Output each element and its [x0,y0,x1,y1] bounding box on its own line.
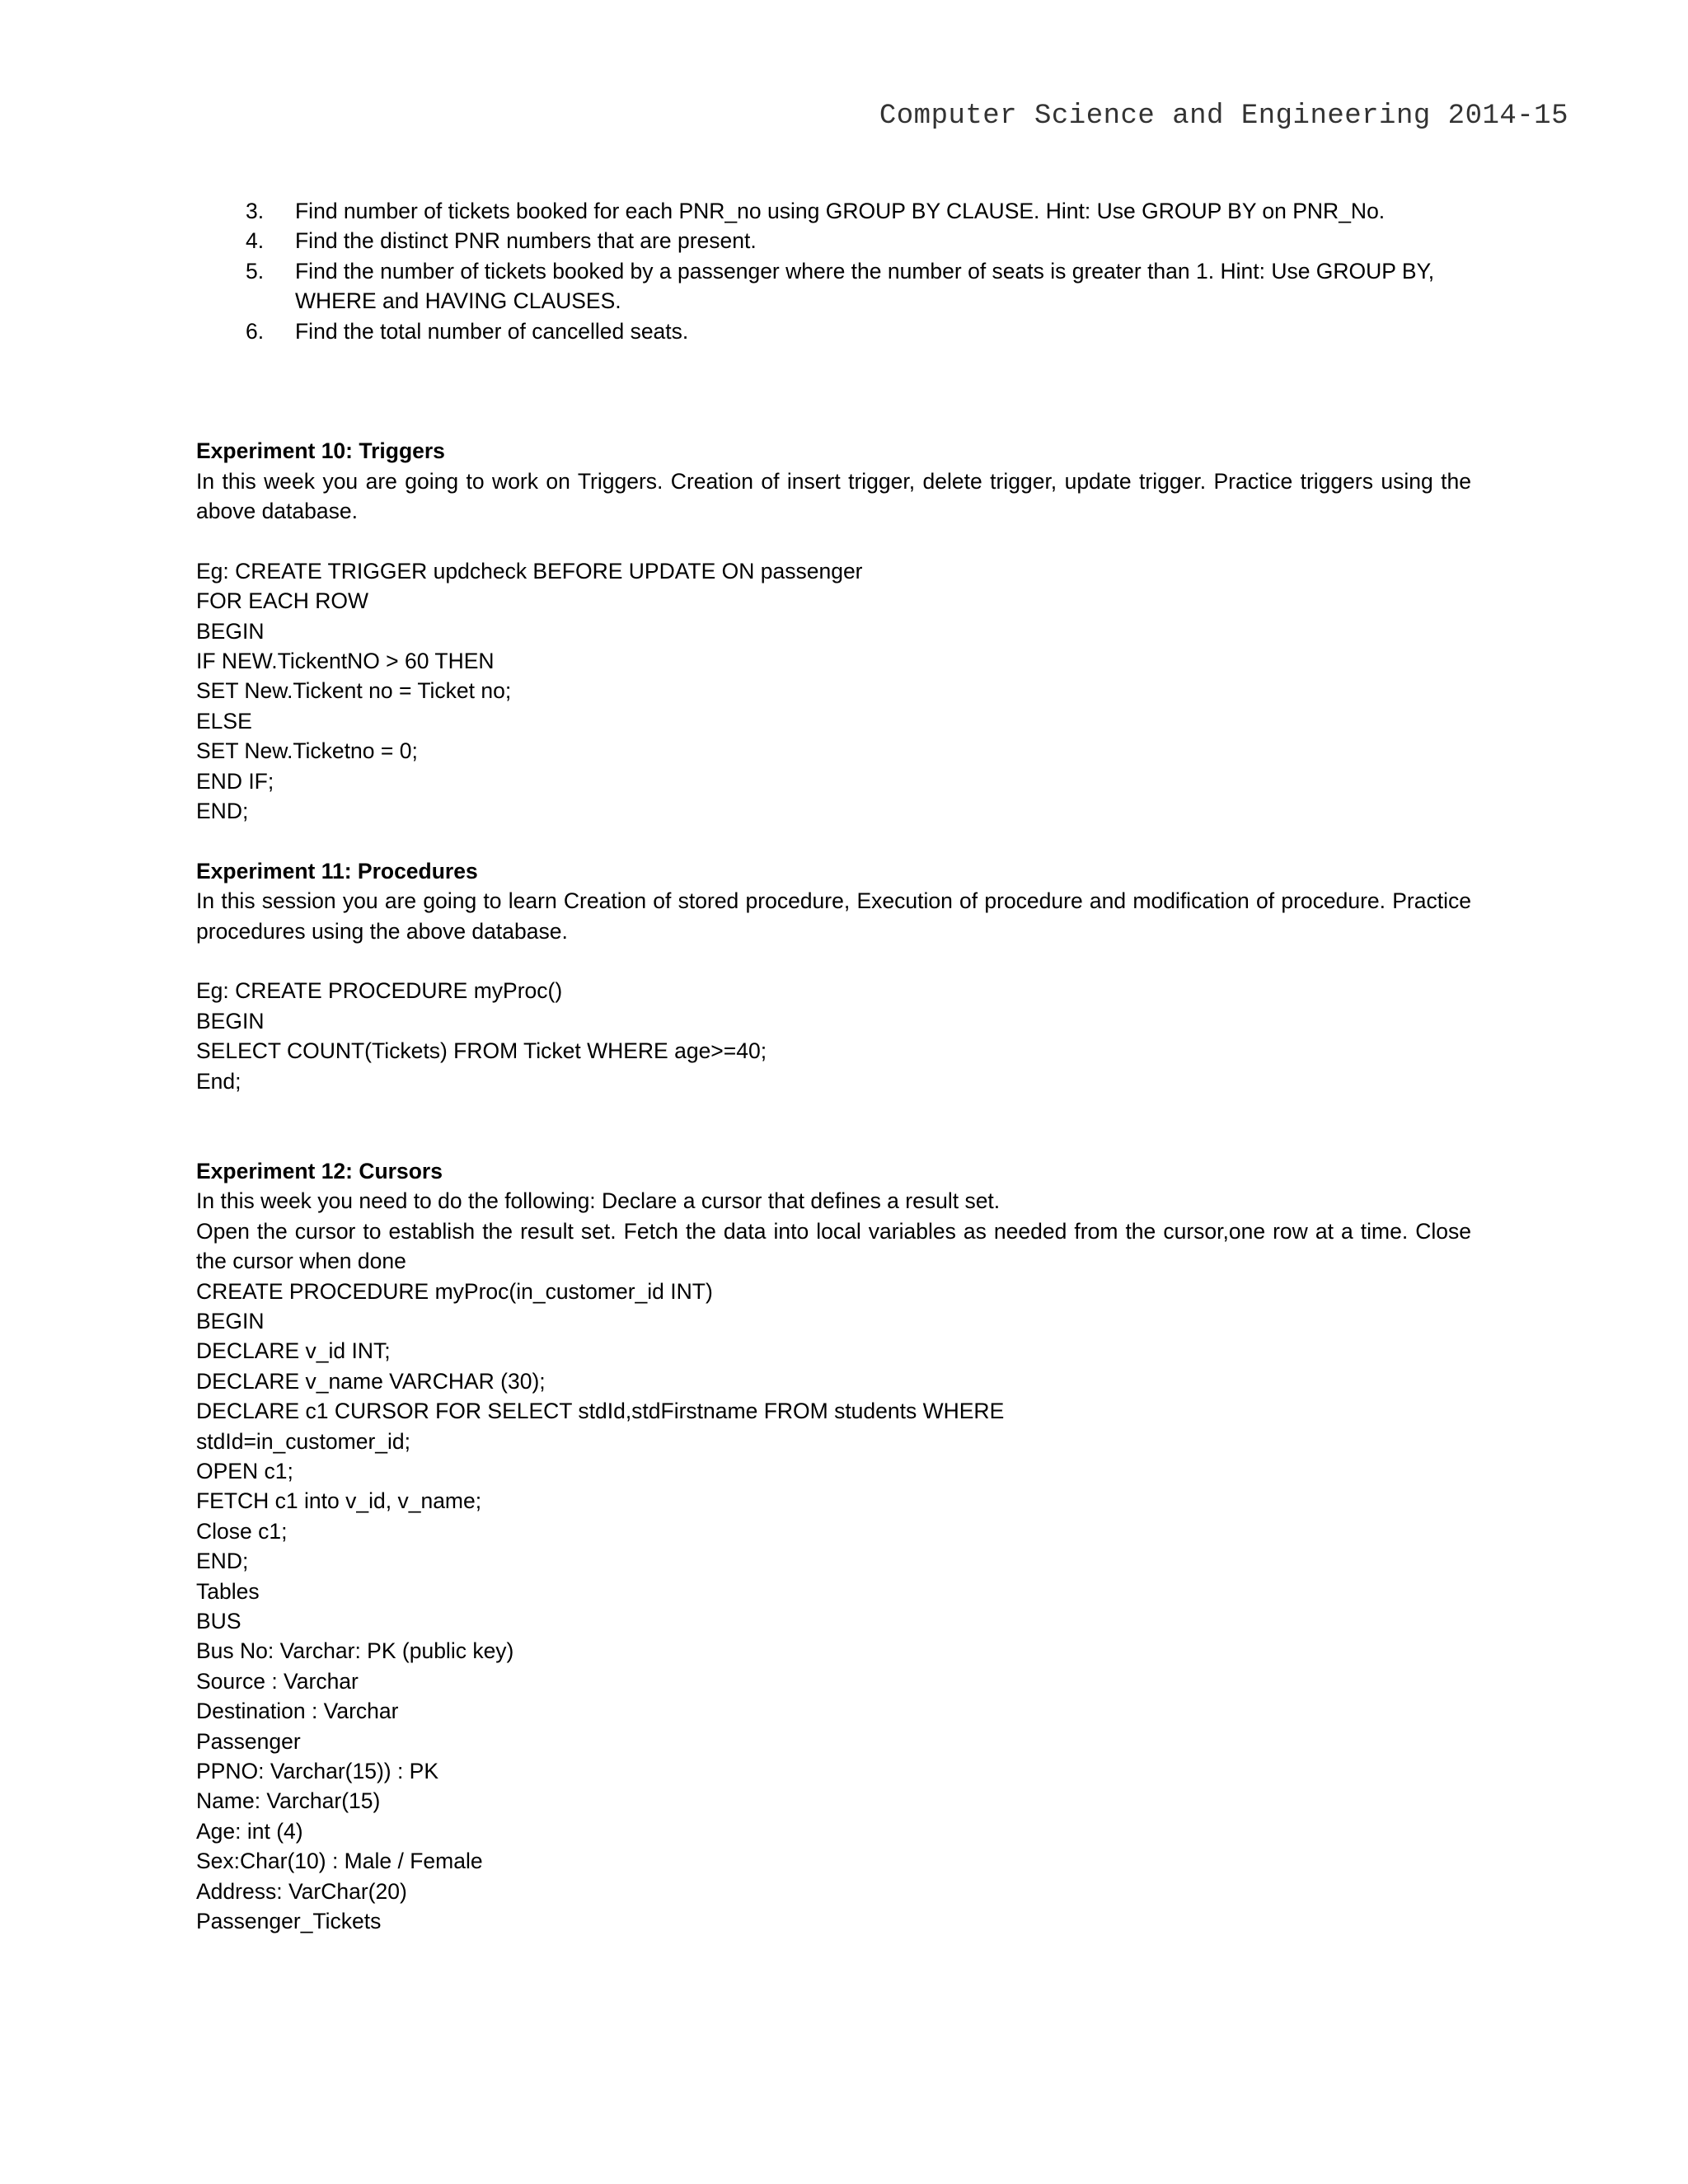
code-line: DECLARE v_id INT; [196,1338,391,1364]
experiment-12-code [196,1277,1471,1937]
experiment-12-description: In this week you need to do the following: Declare a cursor that defines a result set. [196,1188,1001,1214]
experiment-11-section [196,856,1471,1096]
code-line: Close c1; [196,1518,288,1544]
list-item [246,226,1471,255]
code-line: BEGIN [196,1008,265,1033]
table-field: Name: Varchar(15) [196,1788,381,1814]
list-item-number: 5. [246,258,265,284]
list-item-number: 3. [246,199,265,223]
document-body [196,196,1471,1936]
code-line: SET New.Tickent no = Ticket no; [196,678,512,704]
code-line: END IF; [196,768,274,794]
table-name: Passenger [196,1728,301,1754]
experiment-10-section [196,436,1471,826]
experiment-11-heading: Experiment 11: Procedures [196,858,478,883]
experiment-11-code [196,976,1471,1096]
code-line: FOR EACH ROW [196,588,369,614]
code-line: IF NEW.TickentNO > 60 THEN [196,649,495,674]
table-field: PPNO: Varchar(15)) : PK [196,1759,439,1784]
code-line: FETCH c1 into v_id, v_name; [196,1488,482,1514]
tables-heading: Tables [196,1578,260,1604]
table-name: BUS [196,1609,241,1633]
code-line: SELECT COUNT(Tickets) FROM Ticket WHERE age>=40; [196,1038,767,1064]
experiment-11-description: In this session you are going to learn Creation of stored procedure, Execution of procedure and modification of procedure. Practice procedures using the above database. [196,888,1471,944]
experiment-12-heading: Experiment 12: Cursors [196,1158,443,1183]
code-line: BEGIN [196,618,265,644]
code-line: DECLARE v_name VARCHAR (30); [196,1368,546,1394]
page-header: Computer Science and Engineering 2014-15 [879,101,1568,132]
list-item [246,316,1471,346]
list-item [246,256,1471,316]
code-line: OPEN c1; [196,1458,293,1483]
code-line: Eg: CREATE PROCEDURE myProc() [196,978,563,1004]
experiment-12-instructions: Open the cursor to establish the result set. Fetch the data into local variables as needed from the cursor,one row at a time. Close the cursor when done [196,1218,1471,1274]
table-field: Destination : Varchar [196,1699,399,1724]
list-item-text: Find number of tickets booked for each PNR_no using GROUP BY CLAUSE. Hint: Use GROUP BY on PNR_No. [295,199,1386,223]
table-field: Sex:Char(10) : Male / Female [196,1849,483,1874]
table-field: Age: int (4) [196,1818,303,1844]
code-line: Eg: CREATE TRIGGER updcheck BEFORE UPDATE ON passenger [196,558,863,583]
code-line: BEGIN [196,1308,265,1333]
code-line: END; [196,1549,249,1574]
list-item-text: Find the distinct PNR numbers that are present. [295,228,757,254]
table-field: Address: VarChar(20) [196,1878,407,1904]
code-line: CREATE PROCEDURE myProc(in_customer_id INT) [196,1278,713,1304]
table-name: Passenger_Tickets [196,1909,382,1934]
code-line: SET New.Ticketno = 0; [196,738,418,764]
list-item-text: Find the number of tickets booked by a passenger where the number of seats is greater than 1. Hint: Use GROUP BY, WHERE and HAVING CLAUSES. [295,258,1435,314]
experiment-12-section [196,1156,1471,1937]
table-field: Bus No: Varchar: PK (public key) [196,1638,514,1664]
experiment-10-description: In this week you are going to work on Triggers. Creation of insert trigger, delete trigger, update trigger. Practice triggers using the above database. [196,468,1471,524]
list-item-number: 6. [246,318,265,344]
list-item-text: Find the total number of cancelled seats. [295,318,689,344]
list-item [246,196,1471,226]
experiment-10-heading: Experiment 10: Triggers [196,438,445,464]
code-line: END; [196,799,249,824]
code-line: End; [196,1068,241,1094]
code-line: stdId=in_customer_id; [196,1428,410,1454]
query-list [246,196,1471,346]
table-field: Source : Varchar [196,1668,359,1694]
experiment-10-code [196,556,1471,827]
list-item-number: 4. [246,228,265,254]
code-line: DECLARE c1 CURSOR FOR SELECT stdId,stdFirstname FROM students WHERE [196,1399,1005,1424]
code-line: ELSE [196,708,252,733]
